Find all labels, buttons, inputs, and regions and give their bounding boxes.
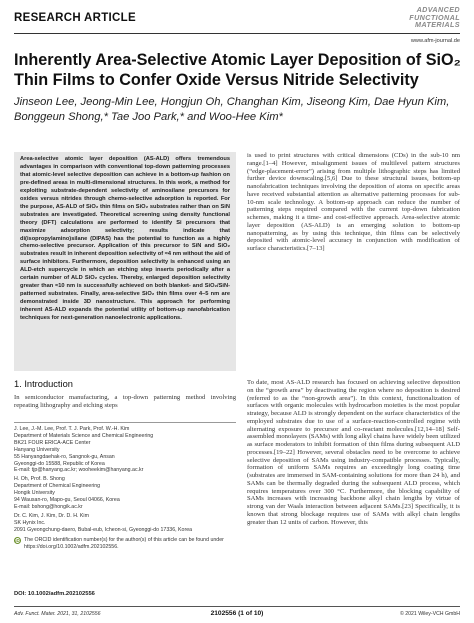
footer-citation: Adv. Funct. Mater. 2021, 31, 2102556 — [14, 611, 101, 617]
journal-logo-line: MATERIALS — [415, 20, 460, 30]
abstract-text: Area-selective atomic layer deposition (AS-ALD) offers tremendous advantages in comparison with conventional top-down patterning processes that atomic-level selective deposition can achieve in a bottom-up fashion on pre-defined areas in multi-dimensional structures. In this work, a method for exploiting substrate-dependent selectivity of aminosilane precursors for oxides versus nitrides through chemo-selective adsorption is reported. For the purpose, AS-ALD of SiO₂ thin films on SiO₂ substrates rather than on SiN substrates are investigated. Theoretical screening using density functional theory (DFT) calculations are performed to identify Si precursors that maximize adsorption selectivity; results indicate that di(isopropylamino)silane (DIPAS) has the potential to function as a highly chemo-selective precursor. Application of this precursor to SiN and SiO₂ substrates result in inherent deposition selectivity of ≈4 nm without the aid of surface inhibitors. Furthermore, deposition selectivity is enhanced using an ALD-etch supercycle in which an etching step inserts periodically after a certain number of ALD SiO₂ cycles. Thereby, enlarged deposition selectivity greater than ≈10 nm is successfully achieved on both blanket- and SiO₂/SiN-patterned substrates. Finally, area-selective SiO₂ thin films over 4–5 nm are demonstrated inside 3D nanostructure. This approach for performing inherent AS-ALD expands the potential utility of bottom-up nanofabrication techniques for next-generation nanoelectronic applications. — [20, 156, 230, 322]
affiliation-line: BK21 FOUR ERICA-ACE Center — [14, 439, 91, 446]
doi[interactable]: DOI: 10.1002/adfm.202102556 — [14, 591, 95, 597]
page-header — [14, 5, 460, 32]
body-paragraph: To date, most AS-ALD research has focused on achieving selective deposition on the “growth area” by deactivating the region where no deposition is desired (referred to as the “non-growth area”). In this context, functionalization of surfaces with organic molecules with hydrocarbon moieties is the most popular strategy, because ALD is strongly dependent on the surface characteristics of the employed substrates due to use of a surface-reaction-controlled regime with alternating exposure to precursor and co-reactant molecules.[12,14–18] Self-assembled monolayers (SAMs) with long alkyl chains have widely been utilized as surface moderators to inhibit formation of thin films during subsequent ALD processes.[19–22] However, several obstacles need to be overcome to achieve selective deposition of SAMs using industry-compatible processes. Typically, formation of uniform SAMs requires an exceedingly long coating time (substrates are immersed in SAM-containing solutions for more than 24 h), and SAMs can be thermally degraded during the subsequent ALD process, which requires temperatures over 300 °C. Furthermore, the blocking capability of SAMs increases with increasing backbone alkyl chain lengths by virtue of strong van der Waals interaction between adjacent SAMs.[23] Specifically, it is known that strong blockage requires use of SAMs with alkyl chain lengths greater than 12 units of carbon. However, this — [247, 379, 460, 526]
affiliation-line: SK Hynix Inc. — [14, 519, 46, 526]
body-paragraph: In semiconductor manufacturing, a top-down patterning method involving repeating lithography and etching steps — [14, 394, 236, 409]
affiliation-line: Hongik University — [14, 490, 55, 497]
affiliation-gap — [14, 534, 236, 536]
intro-left-column — [14, 394, 236, 410]
section-tag: RESEARCH ARTICLE — [14, 12, 136, 24]
affiliation-line: 55 Hanyangdaehak-ro, Sangnok-gu, Ansan — [14, 453, 115, 460]
affiliation-email[interactable]: E-mail: tjp@hanyang.ac.kr; wooheekim@hanyang.ac.kr — [14, 467, 144, 474]
author-list: Jinseon Lee, Jeong-Min Lee, Hongjun Oh, Changhan Kim, Jiseong Kim, Dae Hyun Kim, Bonggeun Shong,* Tae Joo Park,* and Woo-Hee Kim* — [14, 96, 450, 123]
affiliation-line: H. Oh, Prof. B. Shong — [14, 476, 65, 483]
footer-page-number: 2102556 (1 of 10) — [210, 610, 264, 617]
affiliation-line: 94 Wausan-ro, Mapo-gu, Seoul 04066, Korea — [14, 497, 120, 504]
affiliation-line: Department of Chemical Engineering — [14, 483, 101, 490]
affiliation-divider — [14, 422, 236, 423]
affiliation-line: Gyeonggi-do 15588, Republic of Korea — [14, 460, 105, 467]
abstract-box — [14, 152, 236, 371]
journal-logo-line: ADVANCED — [416, 5, 460, 14]
affiliation-email[interactable]: E-mail: bshong@hongik.ac.kr — [14, 503, 83, 510]
journal-logo-line: FUNCTIONAL — [409, 12, 460, 22]
affiliation-line: 2091 Gyeongchung-daero, Bubal-eub, Icheon-si, Gyeonggi-do 17336, Korea — [14, 526, 193, 533]
header-rule — [14, 33, 460, 34]
orcid-note-text[interactable]: The ORCID identification number(s) for the author(s) of this article can be found under https://doi.org/10.1002/adfm.202102556. — [24, 536, 224, 550]
journal-url[interactable]: www.afm-journal.de — [410, 38, 460, 44]
right-column-top — [247, 152, 460, 253]
section-heading-introduction: 1. Introduction — [14, 379, 73, 389]
affiliations-block — [14, 426, 236, 550]
intro-right-column — [247, 379, 460, 526]
orcid-icon[interactable]: iD — [15, 537, 20, 543]
body-paragraph: is used to print structures with critical dimensions (CDs) in the sub-10 nm range.[1–4] However, misalignment issues of multilevel pattern structures (“edge-placement-error”) arising from multiple lithographic steps has limited further device downscaling.[5,6] Due to these structural issues, bottom-up nanofabrication techniques involving the deposition of atoms on specific areas have received substantial attention as alternative patterning processes for sub-10-nm scale technology. A bottom-up approach can reduce the number of patterning steps required compared with the current top-down fabrication schemes, making it a time- and cost-effective approach. Area-selective atomic layer deposition (AS-ALD) is an emerging solution to bottom-up nanopatterning, as by using this technique, thin films can be selectively deposited with atomic-level accuracy in conjunction with modification of surface characteristics.[7–13] — [247, 152, 460, 252]
affiliation-line: Department of Materials Science and Chemical Engineering — [14, 432, 154, 439]
affiliation-line: Hanyang University — [14, 446, 60, 453]
affiliation-line: Dr. C. Kim, J. Kim, Dr. D. H. Kim — [14, 512, 89, 519]
article-title: Inherently Area-Selective Atomic Layer Deposition of SiO₂ Thin Films to Confer Oxide Versus Nitride Selectivity — [14, 51, 461, 89]
affiliation-line: J. Lee, J.-M. Lee, Prof. T. J. Park, Prof. W.-H. Kim — [14, 426, 130, 432]
footer-rule — [14, 606, 460, 607]
page-footer — [14, 610, 460, 620]
orcid-note — [14, 537, 236, 551]
journal-logo — [409, 6, 460, 29]
footer-copyright: © 2021 Wiley-VCH GmbH — [399, 611, 460, 617]
